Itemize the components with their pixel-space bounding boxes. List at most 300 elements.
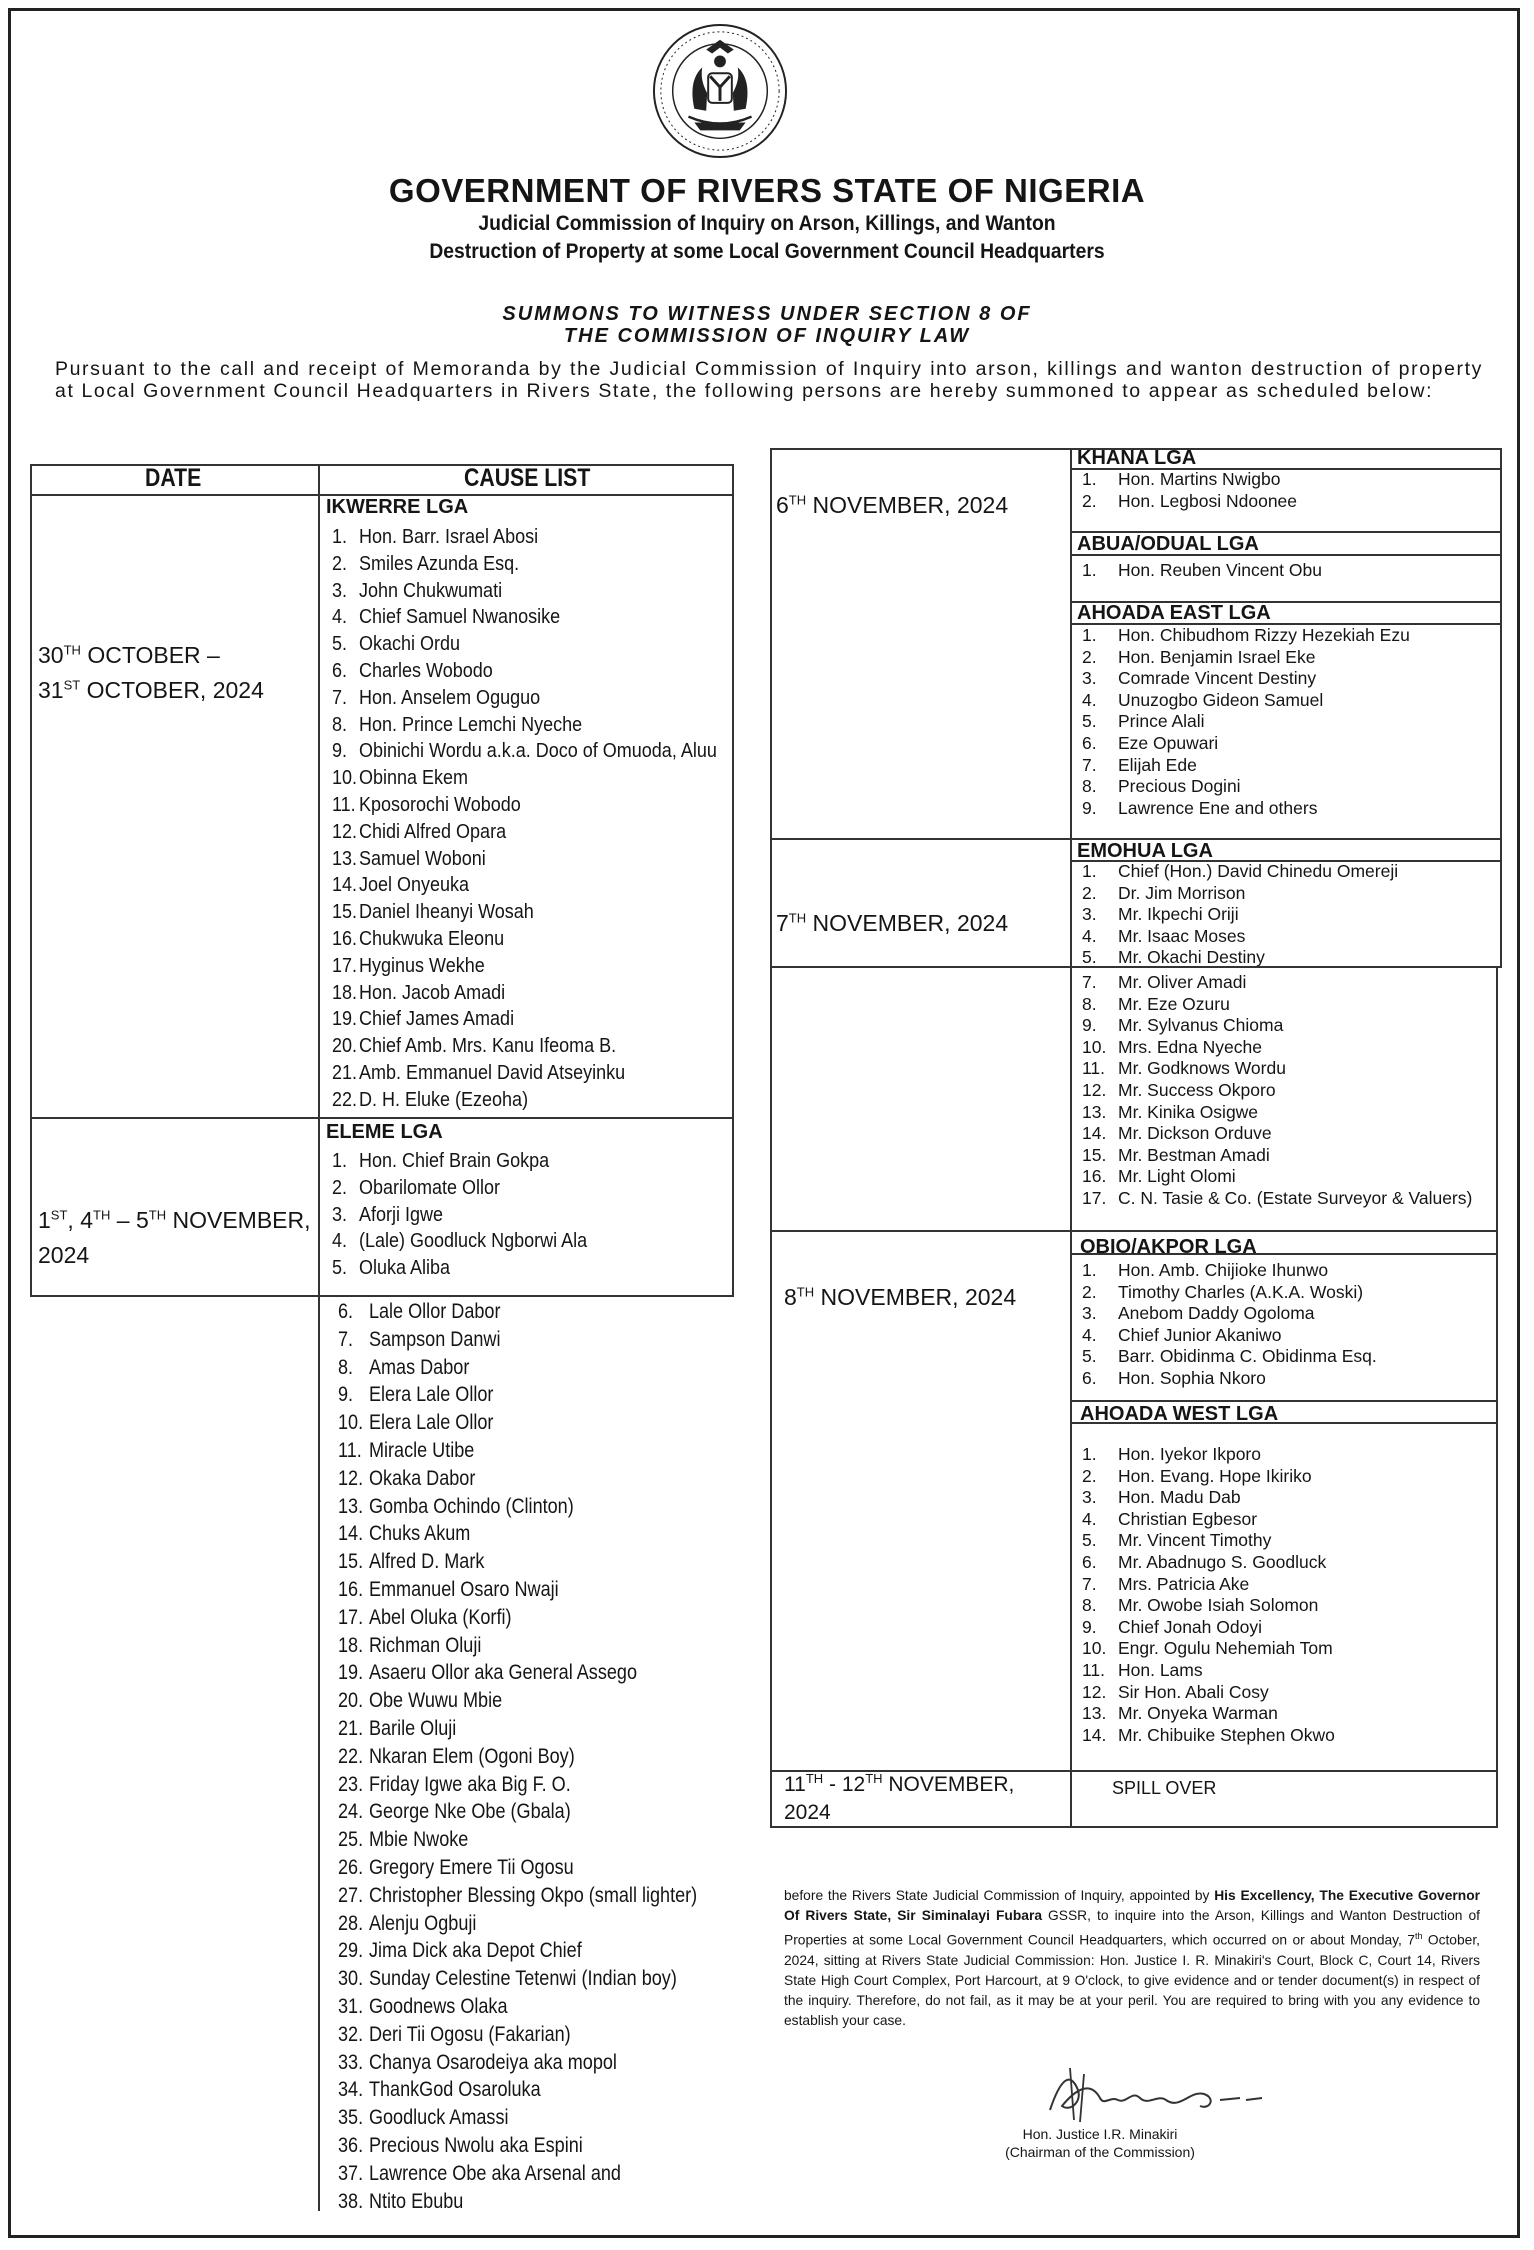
list-item-number: 5. <box>1082 711 1097 732</box>
list-item-number: 4. <box>1082 1324 1097 1345</box>
witness-list-item <box>1082 994 1472 1016</box>
closing-paragraph: before the Rivers State Judicial Commission of Inquiry, appointed by His Excellency, The Executive Governor Of Rivers State, Sir Siminalayi Fubara GSSR, to inquire into the Arson, Killings and Wanton Destruction of Properties at some Local Government Council Headquarters, which occurred on or about Monday, 7th October, 2024, sitting at Rivers State Judicial Commission: Hon. Justice I. R. Minakiri's Court, Block C, Court 14, Rivers State High Court Complex, Port Harcourt, at 9 O'clock, to give evidence and or tender document(s) in respect of the inquiry. Therefore, do not fail, as it may be at your peril. You are required to bring with you any evidence to establish your case. <box>784 1888 1480 2028</box>
list-item-number: 13. <box>1082 1703 1107 1724</box>
witness-list-item <box>332 1087 717 1114</box>
list-item-number: 11. <box>332 793 356 816</box>
witness-list-item <box>1082 560 1322 582</box>
witness-name: Mr. Dickson Orduve <box>1118 1123 1272 1144</box>
list-item-number: 17. <box>332 954 358 977</box>
coat-of-arms-seal <box>651 22 789 160</box>
witness-list-item <box>338 1826 697 1854</box>
witness-name: Chief Jonah Odoyi <box>1118 1616 1262 1637</box>
list-item-number: 2. <box>1082 490 1097 511</box>
list-item-number: 31. <box>338 1994 364 2018</box>
witness-list-item <box>332 1060 717 1087</box>
list-item-number: 22. <box>332 1088 358 1111</box>
witness-list-item <box>338 1326 697 1354</box>
witness-name: Aforji Igwe <box>359 1203 444 1226</box>
witness-name: Lawrence Ene and others <box>1118 797 1318 818</box>
witness-list-item <box>332 1033 717 1060</box>
witness-name: Lawrence Obe aka Arsenal and <box>368 2161 621 2185</box>
witness-name: Chanya Osarodeiya aka mopol <box>368 2050 617 2074</box>
witness-list-item <box>1082 1346 1377 1368</box>
list-item-number: 7. <box>1082 1573 1097 1594</box>
witness-name: Chief Samuel Nwanosike <box>359 606 561 629</box>
witness-name: Hon. Reuben Vincent Obu <box>1118 560 1322 580</box>
witness-name: Mr. Godknows Wordu <box>1118 1058 1286 1079</box>
list-item-number: 12. <box>338 1466 364 1490</box>
witness-name: Prince Alali <box>1118 711 1205 732</box>
witness-list-item <box>332 604 717 631</box>
lga-heading-abua-odual: ABUA/ODUAL LGA <box>1077 533 1259 555</box>
witness-name: Chuks Akum <box>368 1522 471 1546</box>
witness-name: Mr. Ikpechi Oriji <box>1118 904 1239 925</box>
list-item-number: 19. <box>332 1008 358 1031</box>
list-item-number: 7. <box>1082 754 1097 775</box>
witness-name: Chidi Alfred Opara <box>359 820 507 843</box>
witness-name: Mr. Abadnugo S. Goodluck <box>1118 1551 1327 1572</box>
witness-name: Emmanuel Osaro Nwaji <box>368 1577 559 1601</box>
list-item-number: 5. <box>1082 1346 1097 1367</box>
list-item-number: 2. <box>1082 646 1097 667</box>
witness-name: Mr. Owobe Isiah Solomon <box>1118 1595 1319 1616</box>
witness-list-item <box>338 1743 697 1771</box>
witness-name: Ntito Ebubu <box>368 2189 464 2213</box>
witness-name: Mr. Light Olomi <box>1118 1166 1236 1187</box>
date-nov-6: 6TH NOVEMBER, 2024 <box>776 492 1009 518</box>
witness-name: Comrade Vincent Destiny <box>1118 668 1317 689</box>
witness-list-item <box>338 1771 697 1799</box>
date-nov-11-12: 11TH - 12TH NOVEMBER, 2024 <box>784 1771 1015 1824</box>
ikwerre-witness-list <box>332 524 717 1114</box>
list-item-number: 11. <box>338 1438 362 1462</box>
witness-list-item <box>332 738 717 765</box>
list-item-number: 25. <box>338 1828 364 1852</box>
list-item-number: 6. <box>1082 1551 1097 1572</box>
witness-list-item <box>332 1202 587 1229</box>
eleme-continuation-rule <box>318 1297 320 2211</box>
right-table-row-rule-2 <box>770 1230 1498 1232</box>
witness-list-item <box>1082 1102 1472 1124</box>
witness-list-item <box>1082 883 1398 905</box>
ahoada-east-witness-list <box>1082 625 1410 819</box>
cause-list-column-header: CAUSE LIST <box>464 464 591 492</box>
obio-akpor-witness-list <box>1082 1260 1377 1390</box>
list-item-number: 3. <box>332 1203 348 1226</box>
list-item-number: 10. <box>332 767 358 790</box>
lga-heading-eleme: ELEME LGA <box>326 1121 443 1143</box>
witness-list-item <box>338 2188 697 2216</box>
list-item-number: 32. <box>338 2022 364 2046</box>
witness-name: Goodluck Amassi <box>368 2106 509 2130</box>
witness-name: Mr. Isaac Moses <box>1118 925 1246 946</box>
date-nov-1-4-5: 1ST, 4TH – 5TH NOVEMBER, 2024 <box>38 1207 311 1268</box>
list-item-number: 5. <box>1082 1530 1097 1551</box>
witness-name: Hon. Benjamin Israel Eke <box>1118 646 1316 667</box>
list-item-number: 6. <box>332 659 348 682</box>
witness-list-item <box>332 980 717 1007</box>
witness-name: Christian Egbesor <box>1118 1508 1258 1529</box>
witness-list-item <box>1082 1325 1377 1347</box>
witness-list-item <box>332 765 717 792</box>
list-item-number: 10. <box>1082 1638 1107 1659</box>
witness-name: Precious Dogini <box>1118 776 1241 797</box>
witness-name: Chief James Amadi <box>359 1008 515 1031</box>
list-item-number: 18. <box>332 981 358 1004</box>
summons-heading-line2: THE COMMISSION OF INQUIRY LAW <box>563 325 971 347</box>
list-item-number: 22. <box>338 1744 364 1768</box>
witness-name: Mr. Onyeka Warman <box>1118 1703 1278 1724</box>
list-item-number: 3. <box>332 579 348 602</box>
list-item-number: 29. <box>338 1939 364 1963</box>
witness-name: Barile Oluji <box>368 1716 457 1740</box>
witness-name: Eze Opuwari <box>1118 732 1219 753</box>
list-item-number: 15. <box>332 901 358 924</box>
witness-name: Joel Onyeuka <box>359 874 470 897</box>
witness-list-item <box>338 2049 697 2077</box>
witness-name: Hon. Lams <box>1118 1659 1203 1680</box>
list-item-number: 17. <box>338 1605 364 1629</box>
list-item-number: 3. <box>1082 1487 1097 1508</box>
witness-name: Alfred D. Mark <box>368 1550 485 1574</box>
ahoada-west-witness-list <box>1082 1444 1335 1746</box>
witness-name: Hon. Chibudhom Rizzy Hezekiah Ezu <box>1118 625 1410 645</box>
list-item-number: 26. <box>338 1855 364 1879</box>
list-item-number: 7. <box>1082 972 1097 992</box>
list-item-number: 8. <box>332 713 348 736</box>
witness-list-item <box>338 1604 697 1632</box>
witness-list-item <box>1082 861 1398 883</box>
list-item-number: 9. <box>338 1383 354 1407</box>
witness-list-item <box>338 1659 697 1687</box>
witness-list-item <box>332 872 717 899</box>
list-item-number: 19. <box>338 1661 364 1685</box>
witness-name: Mr. Vincent Timothy <box>1118 1530 1272 1551</box>
witness-list-item <box>1082 1682 1335 1704</box>
witness-list-item <box>338 1409 697 1437</box>
witness-list-item <box>338 1854 697 1882</box>
witness-name: Amas Dabor <box>368 1355 470 1379</box>
witness-name: Amb. Emmanuel David Atseyinku <box>359 1061 626 1084</box>
witness-list-item <box>338 1381 697 1409</box>
date-column-header: DATE <box>145 464 202 492</box>
list-item-number: 9. <box>1082 1616 1097 1637</box>
government-title: GOVERNMENT OF RIVERS STATE OF NIGERIA <box>388 172 1146 209</box>
list-item-number: 12. <box>1082 1681 1107 1702</box>
abua-odual-witness-list <box>1082 560 1322 582</box>
list-item-number: 14. <box>1082 1724 1107 1745</box>
witness-list-item <box>1082 1530 1335 1552</box>
witness-list-item <box>332 578 717 605</box>
list-item-number: 20. <box>332 1035 358 1058</box>
list-item-number: 7. <box>338 1327 354 1351</box>
witness-list-item <box>1082 1552 1335 1574</box>
emohua-witness-list-continued <box>1082 972 1472 1210</box>
right-table-lower-divider <box>1070 966 1072 1828</box>
witness-name: Mrs. Edna Nyeche <box>1118 1036 1262 1057</box>
witness-list-item <box>1082 625 1410 647</box>
list-item-number: 14. <box>332 874 358 897</box>
witness-name: Timothy Charles (A.K.A. Woski) <box>1118 1281 1364 1302</box>
witness-list-item <box>338 1965 697 1993</box>
witness-name: Charles Wobodo <box>359 659 493 682</box>
list-item-number: 8. <box>1082 776 1097 797</box>
witness-name: Friday Igwe aka Big F. O. <box>368 1772 571 1796</box>
witness-name: Hon. Legbosi Ndoonee <box>1118 490 1298 511</box>
witness-name: Jima Dick aka Depot Chief <box>368 1939 582 1963</box>
witness-list-item <box>1082 1466 1335 1488</box>
witness-name: Mr. Okachi Destiny <box>1118 947 1265 968</box>
list-item-number: 33. <box>338 2050 364 2074</box>
eleme-witness-list <box>332 1148 587 1282</box>
list-item-number: 30. <box>338 1967 364 1991</box>
witness-list-item <box>1082 1058 1472 1080</box>
list-item-number: 21. <box>332 1061 358 1084</box>
witness-name: Goodnews Olaka <box>368 1994 508 2018</box>
witness-list-item <box>338 1632 697 1660</box>
witness-name: Gomba Ochindo (Clinton) <box>368 1494 574 1518</box>
witness-name: Elera Lale Ollor <box>368 1383 494 1407</box>
list-item-number: 9. <box>1082 1015 1097 1036</box>
commission-subtitle-line2: Destruction of Property at some Local Government Council Headquarters <box>429 240 1105 263</box>
witness-list-item <box>338 2076 697 2104</box>
witness-name: Chief (Hon.) David Chinedu Omereji <box>1118 861 1399 881</box>
list-item-number: 12. <box>332 820 358 843</box>
witness-name: Mr. Success Okporo <box>1118 1079 1276 1100</box>
witness-list-item <box>1082 1444 1335 1466</box>
witness-name: Hon. Anselem Oguguo <box>359 686 541 709</box>
witness-list-item <box>338 1298 697 1326</box>
witness-list-item <box>1082 1595 1335 1617</box>
witness-list-item <box>338 1798 697 1826</box>
list-item-number: 11. <box>1082 1659 1106 1680</box>
witness-name: Hon. Prince Lemchi Nyeche <box>359 713 583 736</box>
witness-list-item <box>1082 755 1410 777</box>
witness-list-item <box>1082 1509 1335 1531</box>
list-item-number: 5. <box>332 633 348 656</box>
list-item-number: 36. <box>338 2133 364 2157</box>
witness-list-item <box>338 1993 697 2021</box>
witness-name: Elera Lale Ollor <box>368 1411 494 1435</box>
date-oct-30-31: 30TH OCTOBER – 31ST OCTOBER, 2024 <box>38 642 264 703</box>
witness-name: Kposorochi Wobodo <box>359 793 521 816</box>
witness-list-item <box>1082 926 1398 948</box>
witness-list-item <box>1082 1725 1335 1747</box>
list-item-number: 15. <box>338 1550 364 1574</box>
list-item-number: 9. <box>1082 797 1097 818</box>
lga-heading-ahoada-east: AHOADA EAST LGA <box>1077 602 1271 624</box>
witness-name: Engr. Ogulu Nehemiah Tom <box>1118 1638 1333 1659</box>
witness-name: John Chukwumati <box>359 579 503 602</box>
list-item-number: 8. <box>1082 1595 1097 1616</box>
witness-list-item <box>1082 1123 1472 1145</box>
witness-name: Obe Wuwu Mbie <box>368 1689 503 1713</box>
lga-heading-ikwerre: IKWERRE LGA <box>326 496 469 518</box>
list-item-number: 38. <box>338 2189 364 2213</box>
witness-list-item <box>338 2160 697 2188</box>
witness-list-item <box>1082 1037 1472 1059</box>
witness-list-item <box>332 1148 587 1175</box>
commission-subtitle-line1: Judicial Commission of Inquiry on Arson, Killings, and Wanton <box>478 212 1056 235</box>
witness-list-item <box>338 1576 697 1604</box>
right-table-upper-divider <box>1070 448 1072 968</box>
witness-list-item <box>332 792 717 819</box>
witness-name: Hon. Martins Nwigbo <box>1118 469 1281 489</box>
witness-name: (Lale) Goodluck Ngborwi Ala <box>359 1230 588 1253</box>
list-item-number: 6. <box>338 1300 354 1323</box>
list-item-number: 4. <box>1082 689 1097 710</box>
list-item-number: 10. <box>338 1411 364 1435</box>
witness-name: Abel Oluka (Korfi) <box>368 1605 512 1629</box>
khana-witness-list <box>1082 469 1297 512</box>
list-item-number: 7. <box>332 686 348 709</box>
witness-name: Nkaran Elem (Ogoni Boy) <box>368 1744 575 1768</box>
witness-name: Mr. Eze Ozuru <box>1118 993 1230 1014</box>
witness-list-item <box>1082 1015 1472 1037</box>
list-item-number: 5. <box>1082 947 1097 968</box>
witness-name: Miracle Utibe <box>368 1438 475 1462</box>
list-item-number: 35. <box>338 2106 364 2130</box>
witness-name: Hon. Iyekor Ikporo <box>1118 1444 1261 1464</box>
witness-name: Asaeru Ollor aka General Assego <box>368 1661 637 1685</box>
witness-name: Hon. Chief Brain Gokpa <box>359 1150 550 1172</box>
list-item-number: 11. <box>1082 1058 1106 1079</box>
witness-name: Samuel Woboni <box>359 847 486 870</box>
witness-list-item <box>332 1175 587 1202</box>
witness-name: Christopher Blessing Okpo (small lighter) <box>368 1883 698 1907</box>
witness-name: Hon. Amb. Chijioke Ihunwo <box>1118 1260 1329 1280</box>
list-item-number: 12. <box>1082 1079 1107 1100</box>
witness-list-item <box>1082 972 1472 994</box>
list-item-number: 4. <box>332 606 348 629</box>
list-item-number: 6. <box>1082 732 1097 753</box>
witness-list-item <box>338 1520 697 1548</box>
list-item-number: 1. <box>1082 861 1097 881</box>
list-item-number: 2. <box>1082 1281 1097 1302</box>
witness-name: Mr. Sylvanus Chioma <box>1118 1015 1284 1036</box>
witness-list-item <box>338 2104 697 2132</box>
witness-name: Oluka Aliba <box>359 1257 451 1280</box>
list-item-number: 16. <box>332 927 358 950</box>
witness-list-item <box>1082 1260 1377 1282</box>
witness-list-item <box>338 2132 697 2160</box>
witness-name: Barr. Obidinma C. Obidinma Esq. <box>1118 1346 1377 1367</box>
witness-list-item <box>1082 1166 1472 1188</box>
lga-heading-khana: KHANA LGA <box>1077 447 1197 469</box>
witness-list-item <box>1082 1303 1377 1325</box>
witness-list-item <box>1082 647 1410 669</box>
witness-list-item <box>1082 469 1297 491</box>
witness-name: Sunday Celestine Tetenwi (Indian boy) <box>368 1967 677 1991</box>
list-item-number: 1. <box>1082 625 1097 645</box>
witness-name: Dr. Jim Morrison <box>1118 882 1246 903</box>
list-item-number: 1. <box>1082 469 1097 489</box>
witness-name: C. N. Tasie & Co. (Estate Surveyor & Valuers) <box>1118 1187 1473 1208</box>
list-item-number: 2. <box>332 1176 348 1199</box>
summons-intro-paragraph: Pursuant to the call and receipt of Memoranda by the Judicial Commission of Inquiry into arson, killings and wanton destruction of property at Local Government Council Headquarters in Rivers State, the following persons are hereby summoned to appear as scheduled below: <box>55 358 1483 402</box>
list-item-number: 2. <box>1082 1465 1097 1486</box>
witness-name: Precious Nwolu aka Espini <box>368 2133 583 2157</box>
list-item-number: 21. <box>338 1716 364 1740</box>
witness-list-item <box>1082 1617 1335 1639</box>
lga-heading-ahoada-west: AHOADA WEST LGA <box>1080 1403 1279 1425</box>
witness-list-item <box>332 631 717 658</box>
list-item-number: 2. <box>332 552 348 575</box>
witness-name: Mr. Kinika Osigwe <box>1118 1101 1259 1122</box>
list-item-number: 14. <box>1082 1123 1107 1144</box>
witness-name: Obinna Ekem <box>359 767 469 790</box>
witness-list-item <box>338 1493 697 1521</box>
witness-list-item <box>338 1882 697 1910</box>
list-item-number: 15. <box>1082 1144 1107 1165</box>
witness-list-item <box>332 1228 587 1255</box>
witness-name: ThankGod Osaroluka <box>368 2078 541 2102</box>
list-item-number: 1. <box>1082 1260 1097 1280</box>
list-item-number: 4. <box>1082 1508 1097 1529</box>
witness-list-item <box>338 1548 697 1576</box>
witness-list-item <box>1082 1487 1335 1509</box>
list-item-number: 3. <box>1082 904 1097 925</box>
witness-list-item <box>332 551 717 578</box>
list-item-number: 28. <box>338 1911 364 1935</box>
witness-name: Deri Tii Ogosu (Fakarian) <box>368 2022 571 2046</box>
witness-list-item <box>1082 1638 1335 1660</box>
witness-list-item <box>332 658 717 685</box>
witness-list-item <box>332 819 717 846</box>
witness-name: Hon. Madu Dab <box>1118 1487 1241 1508</box>
witness-list-item <box>332 712 717 739</box>
witness-name: Anebom Daddy Ogoloma <box>1118 1303 1315 1324</box>
list-item-number: 5. <box>332 1257 348 1280</box>
list-item-number: 10. <box>1082 1036 1107 1057</box>
witness-name: Hon. Jacob Amadi <box>359 981 506 1004</box>
list-item-number: 13. <box>1082 1101 1107 1122</box>
list-item-number: 1. <box>1082 1444 1097 1464</box>
list-item-number: 1. <box>332 1150 348 1172</box>
witness-name: Mbie Nwoke <box>368 1828 469 1852</box>
list-item-number: 13. <box>332 847 358 870</box>
left-table-divider <box>318 464 320 1297</box>
witness-list-item <box>338 1437 697 1465</box>
witness-list-item <box>338 1715 697 1743</box>
witness-list-item <box>1082 1368 1377 1390</box>
witness-name: Sir Hon. Abali Cosy <box>1118 1681 1269 1702</box>
witness-name: Daniel Iheanyi Wosah <box>359 901 534 924</box>
list-item-number: 9. <box>332 740 348 763</box>
witness-list-item <box>1082 1188 1472 1210</box>
witness-name: Hon. Evang. Hope Ikiriko <box>1118 1465 1312 1486</box>
left-table-row-rule <box>30 1117 734 1119</box>
witness-name: Smiles Azunda Esq. <box>359 552 520 575</box>
date-nov-7: 7TH NOVEMBER, 2024 <box>776 910 1009 936</box>
witness-list-item <box>1082 904 1398 926</box>
summons-heading-line1: SUMMONS TO WITNESS UNDER SECTION 8 OF <box>502 303 1032 325</box>
list-item-number: 20. <box>338 1689 364 1713</box>
list-item-number: 13. <box>338 1494 364 1518</box>
witness-name: Hyginus Wekhe <box>359 954 485 977</box>
witness-name: Mr. Bestman Amadi <box>1118 1144 1270 1165</box>
list-item-number: 6. <box>1082 1367 1097 1388</box>
witness-list-item <box>1082 1660 1335 1682</box>
witness-name: Obinichi Wordu a.k.a. Doco of Omuoda, Aluu <box>359 740 717 763</box>
list-item-number: 24. <box>338 1800 364 1824</box>
witness-name: Mr. Chibuike Stephen Okwo <box>1118 1724 1335 1745</box>
witness-name: Sampson Danwi <box>368 1327 501 1351</box>
spill-over-note: SPILL OVER <box>1112 1778 1217 1798</box>
witness-name: Lale Ollor Dabor <box>368 1300 501 1323</box>
witness-list-item <box>338 2021 697 2049</box>
witness-name: Richman Oluji <box>368 1633 482 1657</box>
